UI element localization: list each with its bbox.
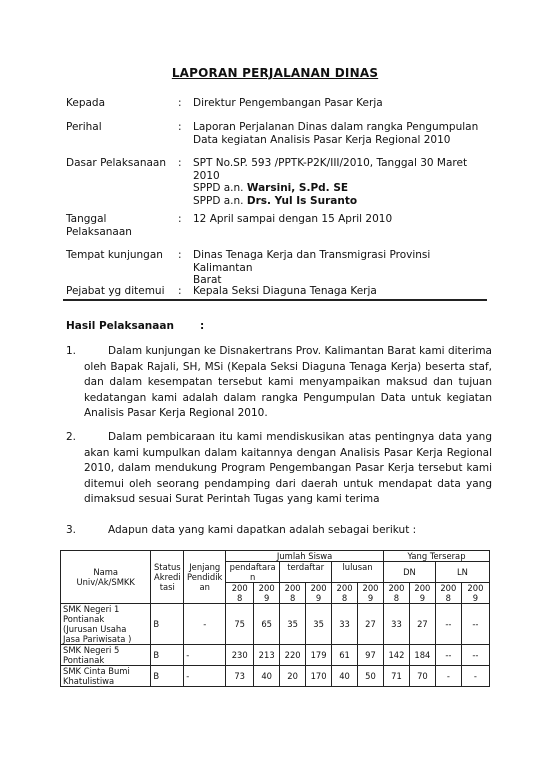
table-header-row [61, 551, 490, 562]
paragraph-body [66, 523, 492, 539]
cell-value: 35 [280, 604, 306, 645]
field-colon: : [178, 97, 182, 109]
cell-value: 27 [358, 604, 384, 645]
cell-value: -- [461, 645, 489, 666]
cell-value: 61 [332, 645, 358, 666]
cell-jenjang: - [184, 604, 226, 645]
field-colon: : [178, 249, 182, 261]
paragraph-1 [66, 344, 492, 422]
sppd-name: Warsini, S.Pd. SE [246, 182, 349, 195]
table-row [61, 645, 490, 666]
field-value [193, 121, 493, 146]
cell-value: - [461, 666, 489, 687]
cell-value: 27 [409, 604, 435, 645]
header-line: Nama [93, 567, 119, 577]
cell-value: 179 [306, 645, 332, 666]
header-year: 200 9 [306, 583, 332, 604]
cell-value: 213 [254, 645, 280, 666]
cell-nama: SMK Negeri 1 Pontianak (Jurusan Usaha Jasa Pariwisata ) [61, 604, 151, 645]
cell-status: B [151, 666, 184, 687]
cell-jenjang: - [184, 666, 226, 687]
field-value-line: Barat [193, 274, 222, 287]
header-pendaftaran [226, 562, 280, 583]
cell-value: 50 [358, 666, 384, 687]
field-label: Pejabat yg ditemui [66, 285, 165, 297]
paragraph-body [66, 430, 492, 508]
cell-value: 40 [332, 666, 358, 687]
header-terdaftar: terdaftar [280, 562, 332, 583]
header-jenjang [184, 551, 226, 604]
header-year: 200 9 [358, 583, 384, 604]
header-dn: DN [383, 562, 435, 583]
field-value [193, 157, 493, 207]
header-line: Akredi [153, 572, 181, 582]
header-ln: LN [435, 562, 489, 583]
field-colon: : [178, 121, 182, 133]
field-label: Kepada [66, 97, 106, 109]
cell-value: 170 [306, 666, 332, 687]
sppd-name: Drs. Yul Is Suranto [246, 194, 358, 207]
header-line: pendaftara [229, 562, 276, 572]
section-title-colon: : [200, 320, 205, 332]
header-line: tasi [159, 582, 175, 592]
cell-value: 73 [226, 666, 254, 687]
field-label: Perihal [66, 121, 102, 133]
field-value: 12 April sampai dengan 15 April 2010 [193, 213, 393, 225]
paragraph-number: 2. [66, 431, 77, 443]
cell-value: -- [435, 604, 461, 645]
field-label-line: Tanggal [66, 213, 107, 225]
cell-value: 70 [409, 666, 435, 687]
cell-value: 184 [409, 645, 435, 666]
cell-value: 71 [383, 666, 409, 687]
horizontal-rule [63, 299, 487, 301]
field-value-line: Dinas Tenaga Kerja dan Transmigrasi Provinsi Kalimantan [193, 249, 431, 274]
section-title-text: Hasil Pelaksanaan [66, 320, 174, 332]
cell-jenjang: - [184, 645, 226, 666]
paragraph-number: 3. [66, 524, 77, 536]
paragraph-number: 1. [66, 345, 77, 357]
header-yang-terserap: Yang Terserap [383, 551, 489, 562]
cell-value: 20 [280, 666, 306, 687]
cell-status: B [151, 604, 184, 645]
header-year: 200 8 [226, 583, 254, 604]
field-value-line: 2010 [193, 169, 220, 182]
header-year: 200 9 [461, 583, 489, 604]
cell-value: - [435, 666, 461, 687]
field-colon: : [178, 157, 182, 169]
sppd-prefix: SPPD a.n. [193, 194, 244, 207]
header-line: an [199, 582, 210, 592]
cell-value: 75 [226, 604, 254, 645]
field-value [193, 249, 493, 287]
header-year: 200 9 [409, 583, 435, 604]
cell-value: 65 [254, 604, 280, 645]
cell-nama: SMK Cinta Bumi Khatulistiwa [61, 666, 151, 687]
header-line: Pendidik [187, 572, 223, 582]
header-year: 200 8 [383, 583, 409, 604]
cell-nama: SMK Negeri 5 Pontianak [61, 645, 151, 666]
cell-value: 97 [358, 645, 384, 666]
cell-value: -- [435, 645, 461, 666]
table-row [61, 604, 490, 645]
cell-value: 33 [332, 604, 358, 645]
cell-value: 230 [226, 645, 254, 666]
header-line: Status [153, 562, 181, 572]
field-value-line: SPT No.SP. 593 /PPTK-P2K/III/2010, Tanggal 30 Maret [193, 157, 468, 169]
field-value-line: Data kegiatan Analisis Pasar Kerja Regional 2010 [193, 133, 451, 146]
field-colon: : [178, 213, 182, 225]
table-row [61, 666, 490, 687]
header-jumlah-siswa: Jumlah Siswa [226, 551, 384, 562]
paragraph-text: Dalam pembicaraan itu kami mendiskusikan atas pentingnya data yang akan kami kumpulkan dalam kaitannya dengan Analisis Pasar Kerja Regional 2010, dalam mendukung Program Pengembangan Pasar Kerja tersebut kami ditemui oleh seorang pendamping dari daerah untuk mendapat data yang dimaksud sesuai Surat Perintah Tugas yang kami terima [84, 431, 492, 506]
paragraph-text: Dalam kunjungan ke Disnakertrans Prov. Kalimantan Barat kami diterima oleh Bapak Rajali, SH, MSi (Kepala Seksi Diaguna Tenaga Kerja) beserta staf, dan dalam kesempatan tersebut kami menyampaikan maksud dan tujuan kedatangan kami adalah dalam rangka Pengumpulan Data untuk kegiatan Analisis Pasar Kerja Regional 2010. [84, 345, 492, 420]
header-year: 200 8 [435, 583, 461, 604]
field-label: Dasar Pelaksanaan [66, 157, 167, 169]
field-value: Kepala Seksi Diaguna Tenaga Kerja [193, 285, 377, 297]
paragraph-text: Adapun data yang kami dapatkan adalah sebagai berikut : [108, 524, 417, 536]
field-value-line: Laporan Perjalanan Dinas dalam rangka Pengumpulan [193, 121, 479, 133]
field-colon: : [178, 285, 182, 297]
paragraph-2 [66, 430, 492, 508]
cell-value: 35 [306, 604, 332, 645]
header-line: n [250, 572, 256, 582]
cell-value: -- [461, 604, 489, 645]
field-label: Tempat kunjungan [66, 249, 163, 261]
header-year: 200 8 [332, 583, 358, 604]
header-line: Jenjang [189, 562, 221, 572]
data-table [60, 550, 490, 687]
field-label-line: Pelaksanaan [66, 225, 132, 238]
document-title: LAPORAN PERJALANAN DINAS [171, 66, 379, 80]
cell-value: 40 [254, 666, 280, 687]
header-lulusan: lulusan [332, 562, 384, 583]
field-value: Direktur Pengembangan Pasar Kerja [193, 97, 383, 109]
sppd-prefix: SPPD a.n. [193, 182, 244, 195]
field-label [66, 213, 174, 238]
cell-value: 142 [383, 645, 409, 666]
header-status [151, 551, 184, 604]
header-year: 200 9 [254, 583, 280, 604]
section-title [66, 320, 205, 332]
header-nama [61, 551, 151, 604]
cell-status: B [151, 645, 184, 666]
header-year: 200 8 [280, 583, 306, 604]
paragraph-body [66, 344, 492, 422]
cell-value: 220 [280, 645, 306, 666]
paragraph-3 [66, 523, 492, 539]
cell-value: 33 [383, 604, 409, 645]
header-line: Univ/Ak/SMKK [76, 577, 135, 587]
